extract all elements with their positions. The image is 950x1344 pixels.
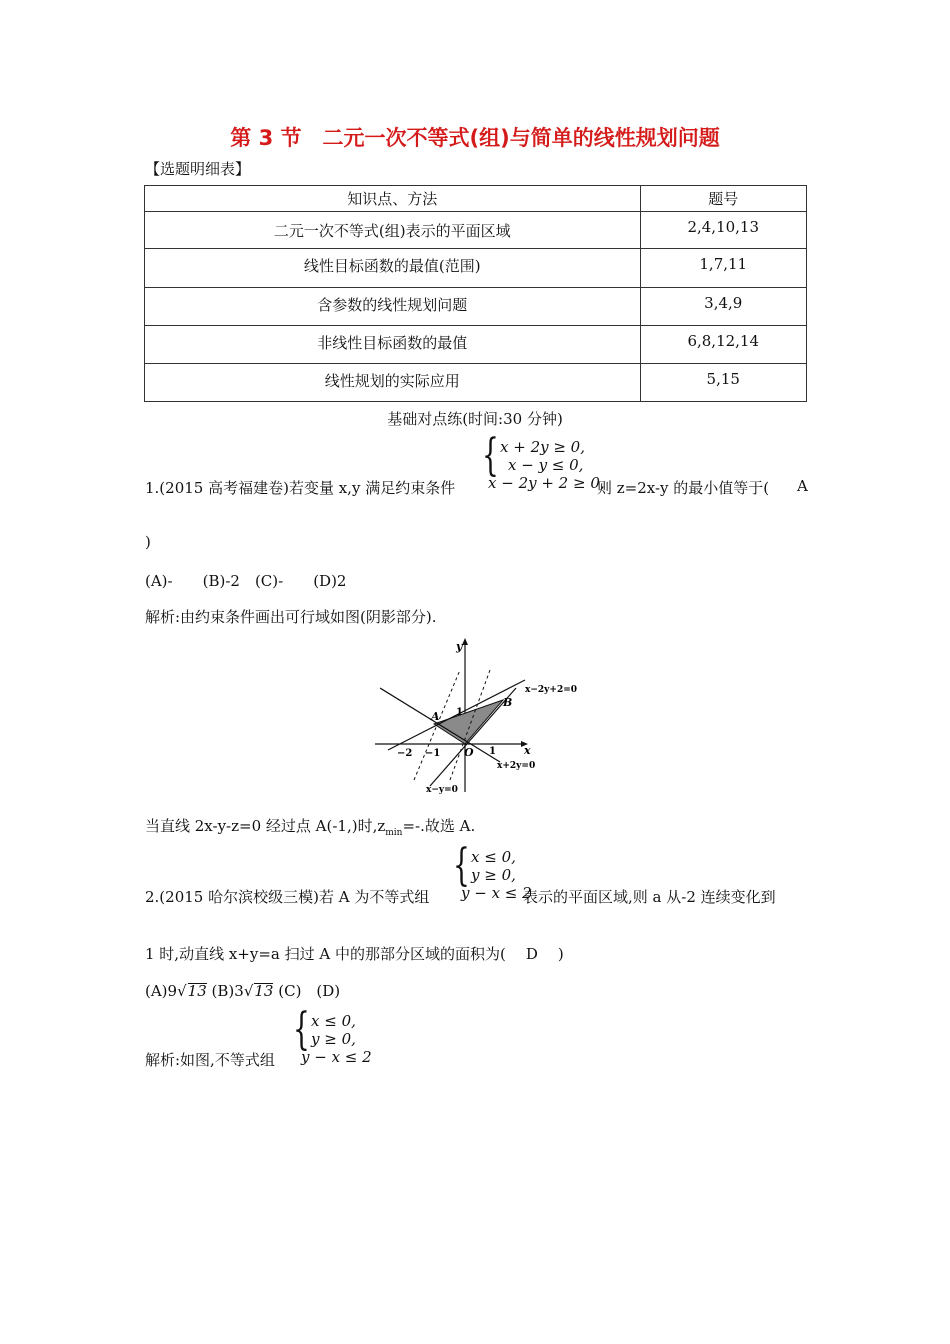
q1-answer: A <box>797 477 808 495</box>
table-cell-topic: 二元一次不等式(组)表示的平面区域 <box>145 212 641 249</box>
q1-stem-prefix: 1.(2015 高考福建卷)若变量 x,y 满足约束条件 <box>145 479 456 497</box>
q2-stem-prefix: 2.(2015 哈尔滨校级三模)若 A 为不等式组 <box>145 888 430 906</box>
sqrt-symbol: √ <box>243 982 254 1000</box>
left-brace: { <box>293 1004 310 1055</box>
q2-close-paren: ) <box>557 945 564 963</box>
q1-conclusion-sub: min <box>385 828 403 838</box>
table-cell-topic: 线性目标函数的最值(范围) <box>145 249 641 288</box>
q1-options: (A)- (B)-2 (C)- (D)2 <box>145 572 347 590</box>
q1-constraint-system <box>482 430 605 492</box>
tick-label-y1: 1 <box>456 707 463 718</box>
table-cell-topic: 线性规划的实际应用 <box>145 364 641 402</box>
q2-inequality-3: y − x ≤ 2 <box>461 884 532 902</box>
label-origin: O <box>464 746 474 759</box>
tick-label-x1: 1 <box>489 746 496 757</box>
q2-option-b: (B)3 <box>211 982 244 1000</box>
q2-analysis-system <box>293 1004 372 1066</box>
q2-radicand-b: 13 <box>254 982 274 1000</box>
q2-analysis-inequality-2: y ≥ 0, <box>311 1030 356 1048</box>
q2-inequality-2: y ≥ 0, <box>471 866 516 884</box>
tick-label-x-neg1: −1 <box>425 748 441 759</box>
table-cell-topic: 含参数的线性规划问题 <box>145 288 641 326</box>
q1-close-paren: ) <box>145 533 151 551</box>
table-row <box>145 249 807 288</box>
q2-stem-suffix: 表示的平面区域,则 a 从-2 连续变化到 <box>523 888 776 906</box>
q1-conclusion-end: =-.故选 A. <box>402 817 476 835</box>
table-row <box>145 212 807 249</box>
q2-analysis: 解析:如图,不等式组 <box>145 1051 275 1069</box>
table-cell-number: 2,4,10,13 <box>640 212 807 249</box>
tick-label-x-neg2: −2 <box>397 748 413 759</box>
label-x: x <box>524 744 531 757</box>
q2-radicand-a: 13 <box>187 982 207 1000</box>
left-brace: { <box>482 430 499 481</box>
table-cell-topic: 非线性目标函数的最值 <box>145 326 641 364</box>
table-cell-number: 6,8,12,14 <box>640 326 807 364</box>
feasible-region-figure <box>370 630 610 800</box>
q2-options <box>145 980 340 1001</box>
table-row <box>145 326 807 364</box>
table-header-topic: 知识点、方法 <box>145 186 641 212</box>
q2-line2 <box>145 943 564 964</box>
table-row <box>145 364 807 402</box>
q1-analysis: 解析:由约束条件画出可行域如图(阴影部分). <box>145 608 437 626</box>
label-point-a: A <box>431 710 440 723</box>
label-y: y <box>456 640 463 653</box>
q2-inequality-system <box>453 840 532 902</box>
q1-constraint-3: x − 2y + 2 ≥ 0, <box>488 474 605 492</box>
table-header-number: 题号 <box>640 186 807 212</box>
q2-line2-text: 1 时,动直线 x+y=a 扫过 A 中的那部分区域的面积为( <box>145 945 506 963</box>
section-label: 【选题明细表】 <box>145 160 251 178</box>
table-row <box>145 288 807 326</box>
q1-conclusion <box>145 815 475 838</box>
y-axis-arrow <box>462 638 468 645</box>
table-cell-number: 1,7,11 <box>640 249 807 288</box>
q2-analysis-inequality-3: y − x ≤ 2 <box>301 1048 372 1066</box>
q2-analysis-inequality-1: x ≤ 0, <box>311 1012 356 1030</box>
q1-stem-suffix: 则 z=2x-y 的最小值等于( <box>597 479 770 497</box>
q1-constraint-1: x + 2y ≥ 0, <box>500 438 585 456</box>
table-header-row <box>145 186 807 212</box>
q1-conclusion-text: 当直线 2x-y-z=0 经过点 A(-1,)时,z <box>145 817 386 835</box>
q2-option-a: (A)9 <box>145 982 178 1000</box>
q2-options-rest: (C) (D) <box>278 982 341 1000</box>
label-point-b: B <box>503 696 513 709</box>
q2-inequality-1: x ≤ 0, <box>471 848 516 866</box>
table-cell-number: 5,15 <box>640 364 807 402</box>
sqrt-symbol: √ <box>177 982 187 1000</box>
left-brace: { <box>453 840 470 891</box>
topic-table <box>144 185 807 402</box>
line-label-x-2y+2: x−2y+2=0 <box>525 685 578 695</box>
q2-answer: D <box>525 945 538 963</box>
line-label-x+2y: x+2y=0 <box>497 761 536 771</box>
line-label-x-y: x−y=0 <box>426 785 458 795</box>
q1-constraint-2: x − y ≤ 0, <box>508 456 584 474</box>
table-cell-number: 3,4,9 <box>640 288 807 326</box>
practice-header: 基础对点练(时间:30 分钟) <box>387 410 563 428</box>
page-title: 第 3 节 二元一次不等式(组)与简单的线性规划问题 <box>230 126 720 150</box>
